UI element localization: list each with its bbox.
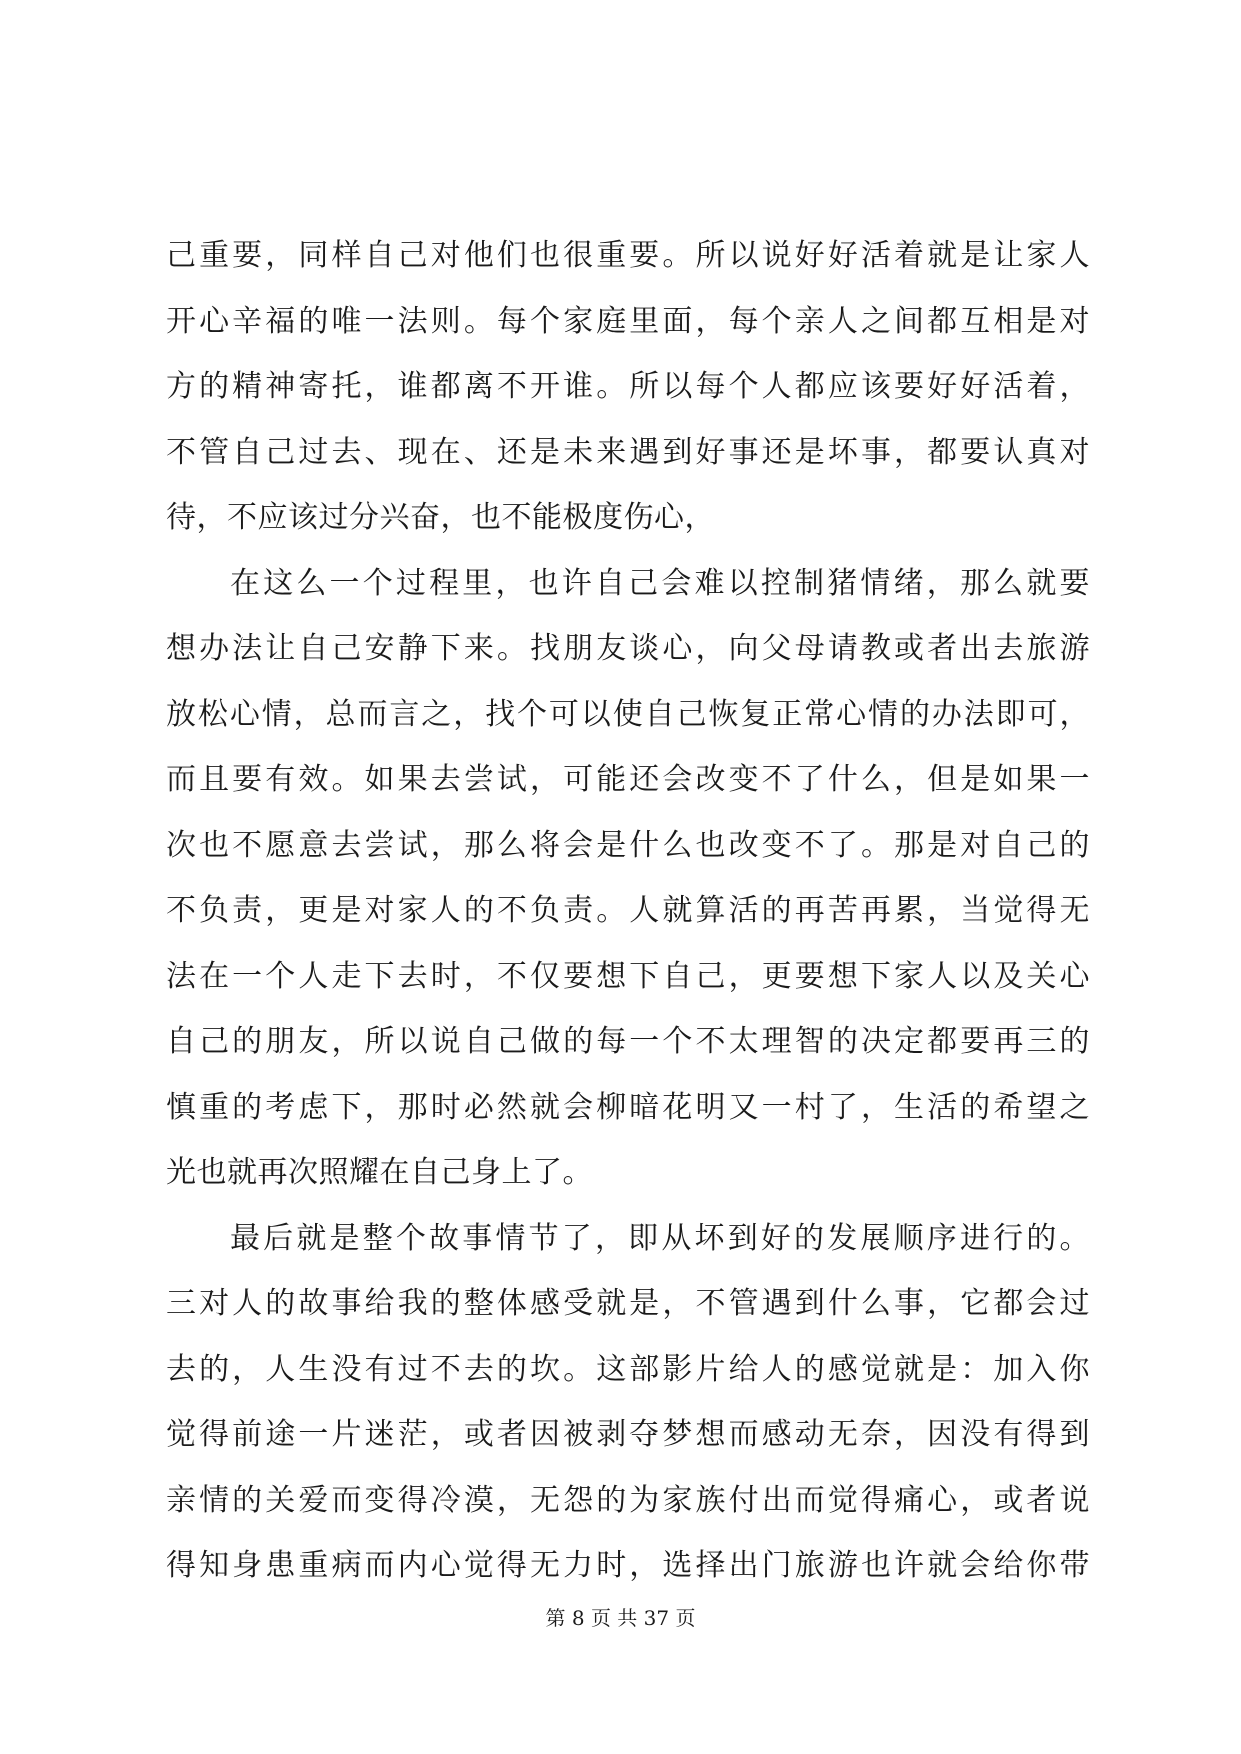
text-line: 方的精神寄托，谁都离不开谁。所以每个人都应该要好好活着，: [166, 369, 1090, 404]
text-line: 不负责，更是对家人的不负责。人就算活的再苦再累，当觉得无: [166, 893, 1090, 928]
text-line: 而且要有效。如果去尝试，可能还会改变不了什么，但是如果一: [166, 762, 1090, 797]
text-line: 在这么一个过程里，也许自己会难以控制猪情绪，那么就要: [230, 565, 1090, 601]
text-line: 不管自己过去、现在、还是未来遇到好事还是坏事，都要认真对: [166, 434, 1090, 470]
text-line: 得知身患重病而内心觉得无力时，选择出门旅游也许就会给你带: [166, 1548, 1090, 1583]
text-line: 最后就是整个故事情节了，即从坏到好的发展顺序进行的。: [230, 1220, 1090, 1256]
text-line: 亲情的关爱而变得冷漠，无怨的为家族付出而觉得痛心，或者说: [166, 1482, 1090, 1518]
body-text: [166, 223, 1090, 1599]
text-line: 开心辛福的唯一法则。每个家庭里面，每个亲人之间都互相是对: [166, 303, 1090, 339]
text-line: 去的，人生没有过不去的坎。这部影片给人的感觉就是：加入你: [166, 1351, 1090, 1387]
text-line: 次也不愿意去尝试，那么将会是什么也改变不了。那是对自己的: [166, 827, 1090, 863]
text-line: 放松心情，总而言之，找个可以使自己恢复正常心情的办法即可，: [166, 696, 1090, 732]
text-line: 慎重的考虑下，那时必然就会柳暗花明又一村了，生活的希望之: [166, 1089, 1090, 1125]
paragraph-2: [166, 551, 1090, 1206]
paragraph-3: [166, 1206, 1090, 1599]
paragraph-1: [166, 223, 1090, 551]
text-line: 光也就再次照耀在自己身上了。: [166, 1155, 593, 1190]
text-line: 三对人的故事给我的整体感受就是，不管遇到什么事，它都会过: [166, 1286, 1090, 1321]
text-line: 觉得前途一片迷茫，或者因被剥夺梦想而感动无奈，因没有得到: [166, 1417, 1090, 1452]
text-line: 自己的朋友，所以说自己做的每一个不太理智的决定都要再三的: [166, 1024, 1090, 1059]
page-footer: 第 8 页 共 37 页: [545, 1606, 696, 1630]
text-line: 待，不应该过分兴奋，也不能极度伤心，: [166, 500, 715, 535]
text-line: 己重要，同样自己对他们也很重要。所以说好好活着就是让家人: [166, 238, 1090, 273]
text-line: 想办法让自己安静下来。找朋友谈心，向父母请教或者出去旅游: [166, 631, 1090, 666]
text-line: 法在一个人走下去时，不仅要想下自己，更要想下家人以及关心: [166, 958, 1090, 994]
